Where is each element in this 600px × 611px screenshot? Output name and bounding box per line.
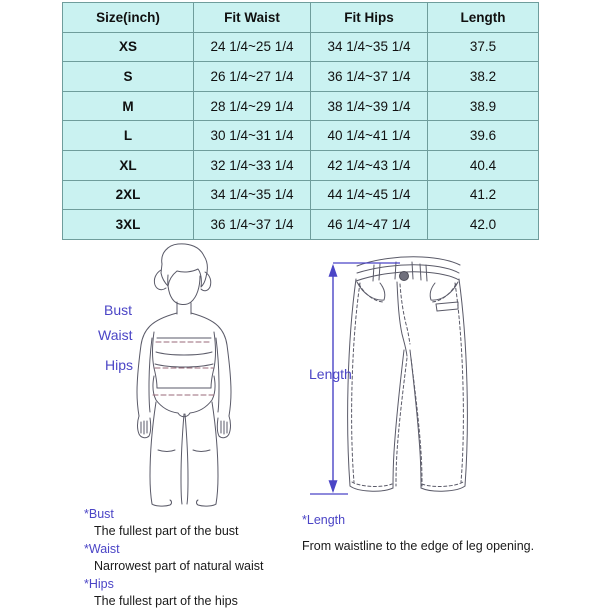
cell-size: 3XL [63, 210, 194, 240]
column-header-length: Length [428, 3, 539, 33]
cell-fit-waist: 34 1/4~35 1/4 [194, 180, 311, 210]
table-row [63, 91, 539, 121]
cell-size: 2XL [63, 180, 194, 210]
cell-fit-hips: 40 1/4~41 1/4 [311, 121, 428, 151]
cell-length: 40.4 [428, 150, 539, 180]
table-row [63, 32, 539, 62]
cell-size: XS [63, 32, 194, 62]
cell-fit-hips: 34 1/4~35 1/4 [311, 32, 428, 62]
cell-size: L [63, 121, 194, 151]
cell-fit-waist: 28 1/4~29 1/4 [194, 91, 311, 121]
legend-length-measurement [302, 512, 562, 556]
legend-desc-bust: The fullest part of the bust [94, 524, 239, 538]
cell-fit-hips: 46 1/4~47 1/4 [311, 210, 428, 240]
cell-fit-waist: 24 1/4~25 1/4 [194, 32, 311, 62]
cell-fit-hips: 42 1/4~43 1/4 [311, 150, 428, 180]
legend-desc-length: From waistline to the edge of leg opening. [302, 539, 535, 553]
cell-length: 39.6 [428, 121, 539, 151]
cell-fit-hips: 44 1/4~45 1/4 [311, 180, 428, 210]
female-body-figure-icon [86, 242, 286, 508]
cell-fit-waist: 26 1/4~27 1/4 [194, 62, 311, 92]
table-row [63, 62, 539, 92]
body-label-bust: Bust [104, 302, 133, 318]
body-measurement-diagram [86, 242, 286, 508]
legend-desc-waist: Narrowest part of natural waist [94, 559, 264, 573]
legend-term-length: *Length [302, 513, 346, 527]
body-label-hips: Hips [105, 357, 134, 373]
body-label-waist: Waist [98, 327, 133, 343]
cell-size: XL [63, 150, 194, 180]
size-chart-table [62, 2, 539, 240]
pants-label-length: Length [309, 366, 352, 382]
cell-size: M [63, 91, 194, 121]
cell-fit-waist: 36 1/4~37 1/4 [194, 210, 311, 240]
size-chart-table-container [62, 2, 538, 240]
cell-length: 37.5 [428, 32, 539, 62]
cell-length: 41.2 [428, 180, 539, 210]
column-header-size: Size(inch) [63, 3, 194, 33]
legend-term-bust: *Bust [84, 507, 114, 521]
legend-desc-hips: The fullest part of the hips [94, 594, 238, 608]
legend-body-measurements [84, 506, 314, 611]
cell-fit-hips: 36 1/4~37 1/4 [311, 62, 428, 92]
table-row [63, 180, 539, 210]
table-row [63, 210, 539, 240]
legend-term-hips: *Hips [84, 577, 114, 591]
cell-length: 38.2 [428, 62, 539, 92]
table-row [63, 150, 539, 180]
column-header-fit-hips: Fit Hips [311, 3, 428, 33]
cell-length: 42.0 [428, 210, 539, 240]
table-row [63, 121, 539, 151]
cell-fit-waist: 30 1/4~31 1/4 [194, 121, 311, 151]
legend-term-waist: *Waist [84, 542, 120, 556]
cell-fit-waist: 32 1/4~33 1/4 [194, 150, 311, 180]
cell-fit-hips: 38 1/4~39 1/4 [311, 91, 428, 121]
cell-length: 38.9 [428, 91, 539, 121]
cell-size: S [63, 62, 194, 92]
column-header-fit-waist: Fit Waist [194, 3, 311, 33]
table-header-row [63, 3, 539, 33]
